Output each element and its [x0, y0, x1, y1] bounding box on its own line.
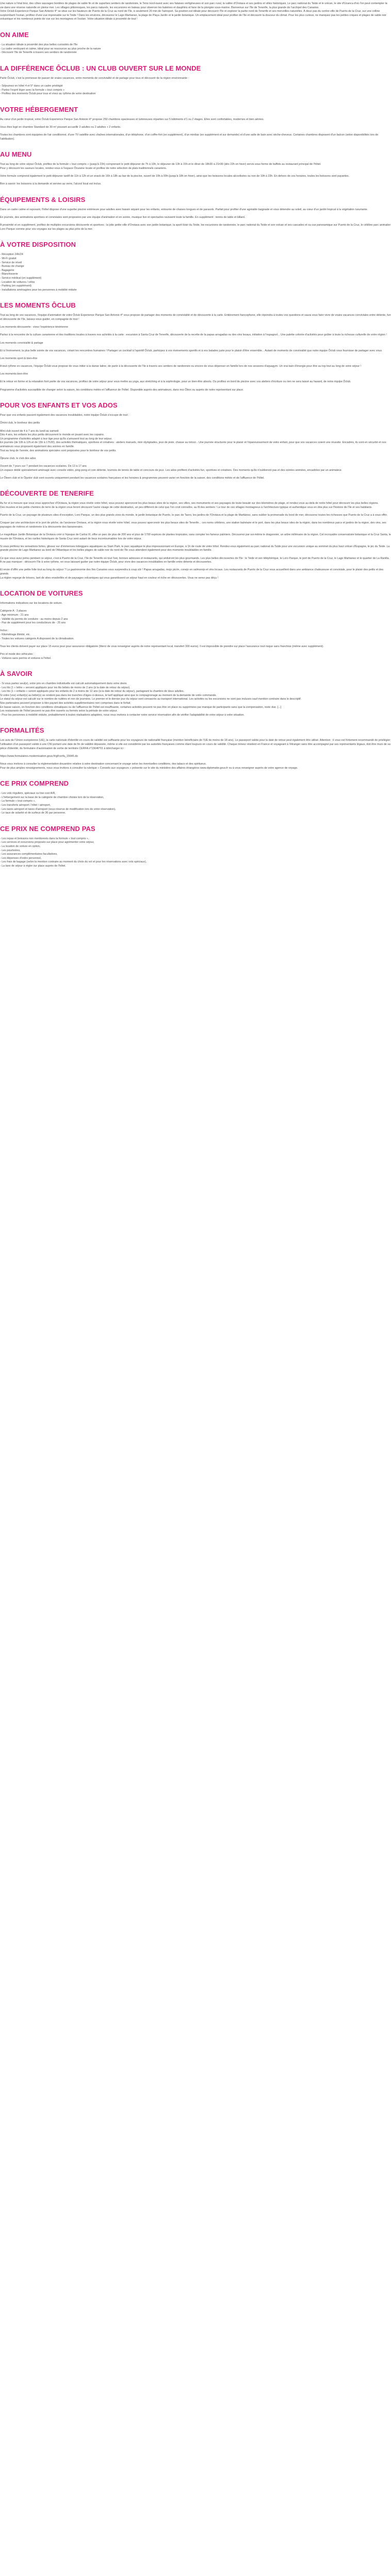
section-paragraph: - Si vous partez seul(e), votre prix en chambre individuelle est calculé automatiquement dans votre devis. - Les lits (1 « lettre » servent appliqués pour les lits bébés de moins de 2 ans (à la date de retour du séjour). - Les lits (1 « enfants » seront appliqués pour les enfants de 2 à moins de 12 ans (à la date de retour du séjour), partageant la chambre de deux adultes. Si votre (vos) enfant(s) au bébé(s) se rendent pas dans les tranches d'âges ci-dessus, le tarif appliqué ainsi que le compagnonage au moment de la demande de votre commande. Le statut du séjour est calculé sur le nombre de nuitées et non de journées. Le premier et le dernier jour du séjour sont consacrés au transport international. Les activités ou les excursions ne sont pas incluses sauf mention contraire dans le descriptif. Nos partenaires peuvent proposer à titre payant des activités supplémentaires non comprises dans le forfait. En basse saison, en fonction des conditions climatiques ou de l'affluence de l'hôtel est insuffisante, certaines activités peuvent ne pas être en place ou supprimées par manque de participants sans que la compensation, reste due. [...] Les restaurants de l'hôtel peuvent ne pas être ouverts ou fermés selon la période de votre séjour. - Pour les personnes à mobilité réduite, probablement à toutes réalisations adaptées, nous vous invitons à contacter notre service réservation afin de vérifier l'adaptabilité de votre séjour à votre situation. — [0, 682, 302, 717]
section-paragraph: Au fur et à mesure que vous vous approchez d'Orotava, la région vous révèle votre hôtel, vous pouvez apercevoir les plus beaux sites de la région, ses villes, ses monuments et ses paysages de toute beauté sur des kilomètres de plage, et rendez-vous au-delà de notre hôtel pour découvrir les plus belles régions. Des musées et les petits chemins de terre de la région vous feront découvrir l'autre visage de cette destination, un peu différent de celui que l'on croit connaître, au fil des sentiers ! Le tour de ces villages montagneux à l'architecture typique et authentique vous en dira plus sur l'histoire de l'île et ses habitants. Puerto de la Cruz, un paysage de plusieurs sites d'exception, Loro Parque, un des plus grands zoos du monde, le jardin botanique de Puerto, le parc de Taoro, les jardins de l'Orotava et la plage de Martiánez, sans oublier la promenade du bord de mer, découvrez toutes les richesses que Puerto de la Cruz a à vous offrir. Croquer par une architecture et le port de pêche, de l'ancienne Orotava, et la région vous révèle votre hôtel, vous pouvez apercevoir les plus beaux sites de Tenerife... ces noms célèbres, une station balnéaire et le port, dans les plus beaux sites de la région, dans les nombreux parcs et jardins de la région, des vins, ses paysages de rivières et randonnée à la découverte des bananeraies. Le magnifique Jardin Botanique de la Orotava créé à l'époque de Carlos III, offre un parc de plus de 200 ans et plus de 1700 espèces de plantes tropicales, sans compter les fameux palmiers. Découvrez par soi-même le dragonnier, un arbre millénaire de la région. Cet incroyable conservatoire botanique et la Cruz Santa, le musée de l'Orotava, et les ruelles historiques de Santa Cruz sont autant de lieux incontournables lors de votre séjour. Si vous préférez les sensations fortes, glissez sur d'immenses toboggans aquatiques au Siam Park, le parc aquatique le plus impressionnant en Europe, à 1h de route de votre hôtel. Rendez-vous également au parc national du Teide pour une excursion unique au sommet du plus haut volcan d'Espagne, le pic du Teide. La grande piscine de Lago Martianez au bord de l'Atlantique et les belles plages de sable noir du nord de l'île vous attendent également pour des moments inoubliables en famille. Ce que vous avez prévu pendant ce séjour, c'est à Puerto de la Cruz, l'île de Tenerife où tout l'est, bonnes adresses et restaurants, qui séduiront les plus gourmands. Les plus belles découvertes de l'île : le Teide et son téléphérique, le Loro Parque, le port de Puerto de la Cruz, le Lago Martianez et le quartier de La Ranilla. À ne pas manquer : découvrir l'île à votre rythme, en vous laissant guider par notre équipe Ôclub, pour vivre des vacances inoubliables en famille entre détente et découvertes. Et envie d'offrir une petite folie tout au long du séjour ? La gastronomie des îles Canaries vous surprendra à coup sûr ! Papas arrugadas, mojo picón, conejo en salmorejo et vins locaux. Les restaurants de Puerto de la Cruz vous accueillent dans une ambiance chaleureuse et conviviale, pour le plaisir des petits et des grands. La région regorge de trésors, tant de sites ensoleillés et de paysages volcaniques qui vous garantissent un séjour haut en couleur et riche en découvertes. Vous ne serez pas déçu ! — [0, 502, 391, 580]
section-heading: FORMALITÉS — [0, 726, 44, 735]
section-paragraph: Une nature à l'état brut, des côtes sauvages bordées de plages de sable fin et de superbes sentiers de randonnée, le Teno nord-ouest avec ses falaises vertigineuses et son parc rural, la vallée d'Orotava et ses jardins et villes historiques. Le parc national du Teide et le volcan, le site d'Ucanca d'où l'on peut contempler la vie dans une réserve naturelle en pleine mer. Les villages pittoresques, les parcs naturels, les excursions en bateau pour observer les baleines et dauphins et faire de la plongée sous-marine. Bienvenue sur l'île de Tenerife, la plus grande de l'archipel des Canaries. Votre Oclub Experience Parque San Antonio 4* se situe sur les hauteurs de Puerto de la Cruz au nord de l'île, à seulement 20 min de l'aéroport. Sa position est idéale pour découvrir l'île et explorer la partie nord de Tenerife et ses merveilles naturelles. À deux pas du centre-ville de Puerto de la Cruz, sur une colline surplombant l'océan, profitez d'une vue imprenable sur le Teide ! Dans les environs, découvrez le Lago Martianez, la plage de Playa Jardín et le jardin botanique. Un emplacement idéal pour profiter de l'île et découvrir la douceur du climat. Pour les plus curieux, ne manquez pas les petites criques et plages de sable noir volcanique et les nombreux points de vue sur les montagnes et l'océan. Votre situation idéale à proximité de tout ! — [0, 2, 387, 21]
section-heading: LA DIFFÉRENCE ÔCLUB : UN CLUB OUVERT SUR LE MONDE — [0, 64, 201, 72]
section-paragraph: Pour que vos enfants passent également des vacances inoubliables, notre équipe Ôclub s'occupe de tout : Ômini club, le bonheur des petits Mini club ouvert de 4 à 7 ans du lundi au samedi Dès 4 ans, les enfants les plus petits découvrent le monde en jouant avec les copains. Un programme d'activités adapté à leur âge pour qu'ils s'amusent tout au long de leur séjour. En journée (de 10h à 12h et de 15h à 17h30), des activités thématiques, sportives et créatives : ateliers manuels, mini olympiades, jeux de piste, chasse au trésor... Une journée structurée pour le plaisir et l'épanouissement de votre enfant, pour que vos vacances soient une réussite. Encadrés, ils sont en sécurité et nos animateurs vous proposent également des soirées en famille. Tout au long de l'année, des animations spéciales sont proposées pour le bonheur de vos petits. Ôjeune club, le club des ados Ouvert de 7 jours sur 7 pendant les vacances scolaires. De 13 à 17 ans Un espace dédié spécialement aménagé avec console vidéo, ping-pong et coin détente, tournois de tennis de table et concours de jeux. Les ados profitent d'activités fun, sportives et créatives. Des moments qu'ils n'oublieront pas et des soirées animées, encadrées par un animateur. Le Ôteen club et le Ôjunior club sont ouverts uniquement pendant les vacances scolaires françaises et les horaires & programmes peuvent varier en fonction de la saison, des conditions météo et de l'affluence de l'hôtel. — [0, 414, 386, 480]
section-paragraph: - Les repas et boissons non mentionnés dans la formule « tout compris », - Les services et excursions proposés sur place pour agrémenter votre séjour, - La location de voiture en option, - Les pourboires, - Les assurances complémentaires facultatives, - Les dépenses d'ordre personnel, - Les frais de bagage (selon la mention contraire au moment du choix du vol et pour les réservations avec vols spéciaux), - La taxe de séjour à régler sur place auprès de l'hôtel. — [0, 837, 147, 868]
section-heading: DÉCOUVERTE DE TENERIFE — [0, 489, 94, 498]
section-paragraph: - Réception 24h/24 - Wi-Fi gratuit - Service de réveil - Bureau de change - Bagagerie - Blanchisserie - Service médical (en supplément) - Location de voitures / vélos - Parking (en supplément) - Installations aménagées pour les personnes à mobilité réduite — [0, 253, 77, 292]
section-paragraph: Informations indicatives sur les locations de voiture. Catégorie A : 3 places - Age minimum : 21 ans - Validité du permis de conduire : au moins depuis 2 ans - Pas de supplément pour les conducteurs de - 25 ans Inclus : - Kilométrage illimité, etc. - Toutes les voitures catégorie A disposent de la climatisation. Tous les clients doivent payer sur place 15 euros pour pour assurance obligatoire (Merci de vous renseigner auprès de notre représentant local, transfert 300 euros). Il est impossible de prendre sur place l'assurance tout risque sans franchise (même avec supplément). Prix et mode des véhicules : - Voitures sans permis et voitures à l'hôtel. — [0, 602, 324, 660]
section-paragraph: Tout au long de vos vacances, l'équipe d'animation de votre Ôclub Experience Parque San Antonio 4* vous propose de partager des moments de convivialité et de découverte à la carte. Entièrement francophone, elle répondra à toutes vos questions et saura vous faire vivre de vraies vacances conviviales entre détente, fun et découverte de l'île, laissez-vous guider, en compagnie de tout ! Les moments découverte : vivez l'expérience ténérienne Partez à la rencontre de la culture canarienne et des traditions locales à travers nos activités à la carte : excursion à Santa Cruz de Tenerife, découverte de la recette de la papas arrugadas ou des vins locaux, initiation à l'espagnol... Une palette colorée d'activités pour goûter à toute la richesse culturelle de votre région ! Les moments convivialité & partage Et à l'évènement, la plus belle soirée de vos vacances, créant les rencontres humaines ! Partager un cocktail à l'apéritif Ôclub, participez à vos événements sportifs et à vos balades juste pour le plaisir d'être ensemble... Autant de moments de convivialité que notre équipe Ôclub vous fournisse de partager avec vous. Les moments sport & bien-être A tout rythme en vacances, l'équipe Ôclub vous propose de vous initier à la danse latine, de partir à la découverte de l'île à travers ses sentiers de randonnée ou encore de vous dépenser en famille lors de nos sessions d'aquagym. Un vrai bain d'énergie pour être au top tout au long de votre séjour ! Les moments bien-être Et le retour en forme et la relaxation font partie de vos vacances, profitez de votre séjour pour vous mettre au yoga, aux stretching et à la sophrologie, pour un bien-être absolu. Ou profitez en bord de piscine avec vos ateliers d'écriture ou rien ne sera laissé au hasard, de notre équipe Ôclub. Programme d'activités susceptible de changer selon la saison, les conditions météo et l'affluence de l'hôtel. Disponible auprès des animateurs, dans nos Ôbox ou auprès de notre représentant sur place. — [0, 314, 391, 392]
section-paragraph: Tout au long de votre séjour Ôclub, profitez de la formule « tout compris » (jusqu'à 23h) comprenant le petit déjeuner de 7h à 10h, le déjeuner de 13h à 15h et le dîner de 18h30 à 21h30 (dès 22h en hiver) servis sous forme de buffets au restaurant principal de l'hôtel. Pour y découvrir les saveurs locales, rendez-vous à l'espace Ôcuisine locale et profitez de notre sélection de plats traditionnels canariens. Votre formule comprend également le petit déjeuner tardif de 11h à 12h et un snack de 16h à 18h au bar de la piscine, ouvert de 10h à 00h (jusqu'à 18h en hiver), ainsi que les boissons locales alcoolisées ou non de 10h à 23h. En dehors de ces horaires, toutes les boissons sont payantes. Bon à savoir: les boissons à la demande et servies au verre, l'alcool local est inclus. — [0, 163, 350, 186]
section-heading: ON AIME — [0, 30, 29, 39]
section-paragraph: Les avis de l'Union européenne (UE), la carte nationale d'identité en cours de validité est suffisante pour les voyageurs de nationalité française (mention bénéficiaire de l'UE de moins de 18 ans). Le passeport valide pour la date de retour peut également être utilisé. Attention : il vous est fortement recommandé de privilégier l'utilisation d'un passeport valide à une CNI portant une date de fin de validité dépassée, même si elle est considérée par les autorités françaises comme étant toujours en cours de validité. Chaque mineur résident en France et voyageant à l'étranger sans être accompagné par ses représentants légaux, doit être muni de sa pièce d'identité, du formulaire d'autorisation de sortie de territoire CERFA n°15646*01 à télécharger ici : https://www.formulaires.modernisation.gouv.fr/gf/cerfa_15646.do Nous vous invitons à consulter la réglementation douanière relative à votre destination concernant le voyage selon les éventuelles conditions, des tabacs et des spiritueux. Pour de plus amples renseignements, nous vous invitons à consulter la rubrique « Conseils aux voyageurs » présente sur le site du ministère des affaires étrangères www.diplomatie.gouv.fr ou à vous renseigner auprès de votre agence de voyage. — [0, 739, 390, 770]
section-heading: LES MOMENTS ÔCLUB — [0, 301, 76, 310]
section-heading: VOTRE HÉBERGEMENT — [0, 105, 78, 113]
section-paragraph: Partir Ôclub, c'est la promesse de passer de vraies vacances, entre moments de convivialité et de partage pour tous et découvrir de la région environnante : - Séjournez en hôtel 4 et 5* dans un cadre privilégié - Partez l'esprit léger avec la formule « tout compris » - Profitez des moments Ôclub pour tous et vivez au rythme de votre destination — [0, 76, 189, 96]
section-heading: À SAVOIR — [0, 670, 32, 678]
section-heading: CE PRIX COMPREND — [0, 779, 69, 788]
section-heading: À VOTRE DISPOSITION — [0, 241, 76, 249]
section-paragraph: Dans un cadre calme et reposant, l'hôtel dispose d'une superbe piscine extérieure pour adultes avec bassin séparé pour les enfants, entourée de chaises longues et de parasols. Parfait pour profiter d'une agréable baignade et vous détendre au soleil, au cœur d'un jardin tropical à la végétation luxuriante. En journée, des animations sportives et conviviales sont proposées par une équipe d'animation et en soirée, musique live et spectacles ravissent toute la famille. En supplément : tennis de table et billard. À proximité et en supplément, profitez de multiples excursions découverte et sportives : la jolie petite ville d'Orotava avec son jardin botanique, la sport-loisir du Teide, les excursions de randonnée, le parc national du Teide et son volcan et ses cascades et sa vue panoramique sur Puerto de la Cruz, le célèbre parc animalier Loro Parque comme pour vos voyages sur les plages au plus près de la mer. — [0, 208, 391, 231]
section-heading: LOCATION DE VOITURES — [0, 589, 83, 598]
section-heading: POUR VOS ENFANTS ET VOS ADOS — [0, 401, 118, 410]
section-paragraph: - Les vols réguliers, spéciaux ou low cost A/R, - L'hébergement sur la base de la catégorie de chambre choisie lors de la réservation, - La formule « tout compris », - Les transferts aéroport / hôtel / aéroport, - Les taxes aéroport et taxes d'aéroport (sous réserve de modification lors de votre réservation), - Le taux de solarité et de surfeux de 36 par personne. — [0, 792, 116, 815]
section-heading: AU MENU — [0, 150, 32, 159]
section-heading: ÉQUIPEMENTS & LOISIRS — [0, 195, 86, 204]
product-description — [0, 0, 391, 893]
section-heading: CE PRIX NE COMPREND PAS — [0, 824, 95, 833]
section-paragraph: - La situation idéale à proximité des plus belles curiosités de l'île - La cadre verdoyant et calme, idéal pour se ressourcer au plus proche de la nature - Découvrir l'île de Tenerife à travers ses sentiers de randonnée — [0, 43, 101, 55]
section-paragraph: Au cœur d'un jardin tropical, votre Ôclub Experience Parque San Antonio 4* propose 250 chambres spacieuses et lumineuses réparties sur 5 bâtiments d'1 ou 2 étages. Elles sont confortables, modernes et bien aérées. Vous êtes logé en chambre Standard de 30 m² pouvant accueillir 3 adultes ou 2 adultes + 2 enfants. Toutes les chambres sont équipées de l'air conditionné, d'une TV satellite avec chaînes internationales, d'un téléphone, d'un coffre-fort (en supplément), d'un minibar (en supplément et sur demande) et d'une salle de bain avec sèche-cheveux. Certaines chambres disposent d'un balcon (selon disponibilités lors de l'attribution). — [0, 117, 379, 141]
